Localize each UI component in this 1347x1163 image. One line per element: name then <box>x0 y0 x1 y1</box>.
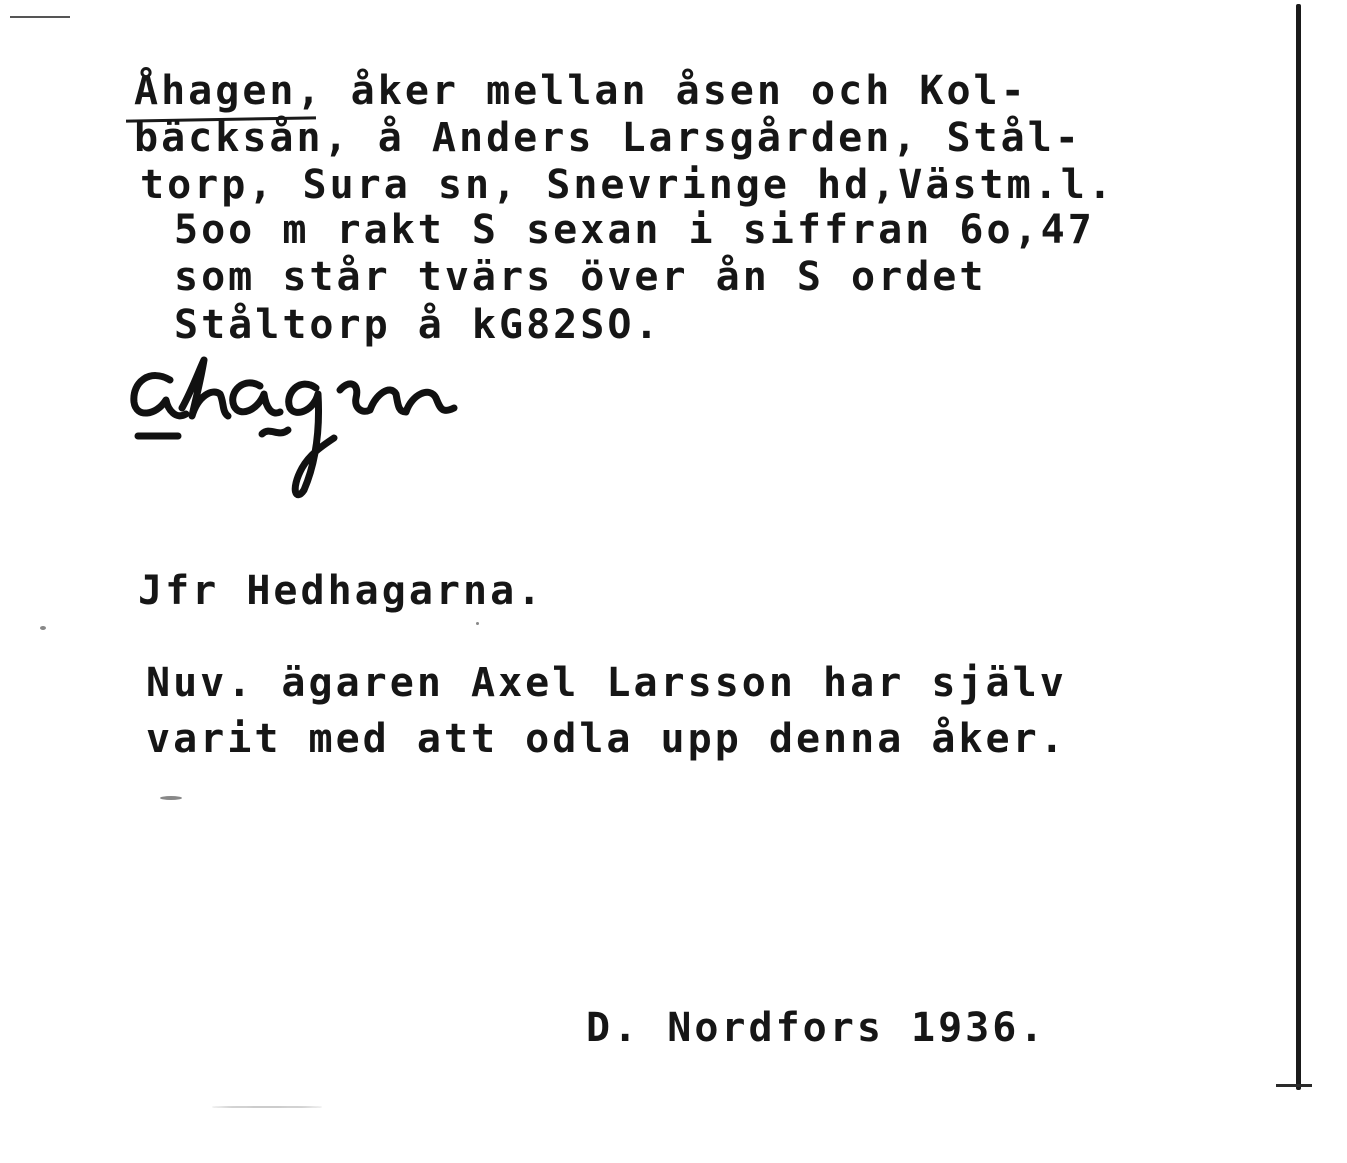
typed-line-9: varit med att odla upp denna åker. <box>146 716 1067 762</box>
paper-speck <box>212 1106 322 1108</box>
paper-speck <box>476 622 479 625</box>
typed-line-4: 5oo m rakt S sexan i siffran 6o,47 <box>174 207 1095 253</box>
card-edge-bottom <box>1276 1084 1312 1087</box>
card-edge-right <box>1296 4 1301 1090</box>
typed-line-3: torp, Sura sn, Snevringe hd,Västm.l. <box>140 162 1115 208</box>
typed-signature-line: D. Nordfors 1936. <box>586 1005 1047 1051</box>
paper-speck <box>40 626 46 630</box>
typed-line-5: som står tvärs över ån S ordet <box>174 254 987 300</box>
typed-line-2: bäcksån, å Anders Larsgården, Stål- <box>134 115 1082 161</box>
card-edge-top <box>10 16 70 18</box>
paper-speck <box>160 796 182 800</box>
typed-line-1: Åhagen, åker mellan åsen och Kol- <box>134 68 1028 114</box>
typed-line-7: Jfr Hedhagarna. <box>138 568 545 614</box>
typed-line-6: Ståltorp å kG82SO. <box>174 302 662 348</box>
typed-line-8: Nuv. ägaren Axel Larsson har själv <box>146 660 1067 706</box>
handwritten-name <box>120 350 520 510</box>
